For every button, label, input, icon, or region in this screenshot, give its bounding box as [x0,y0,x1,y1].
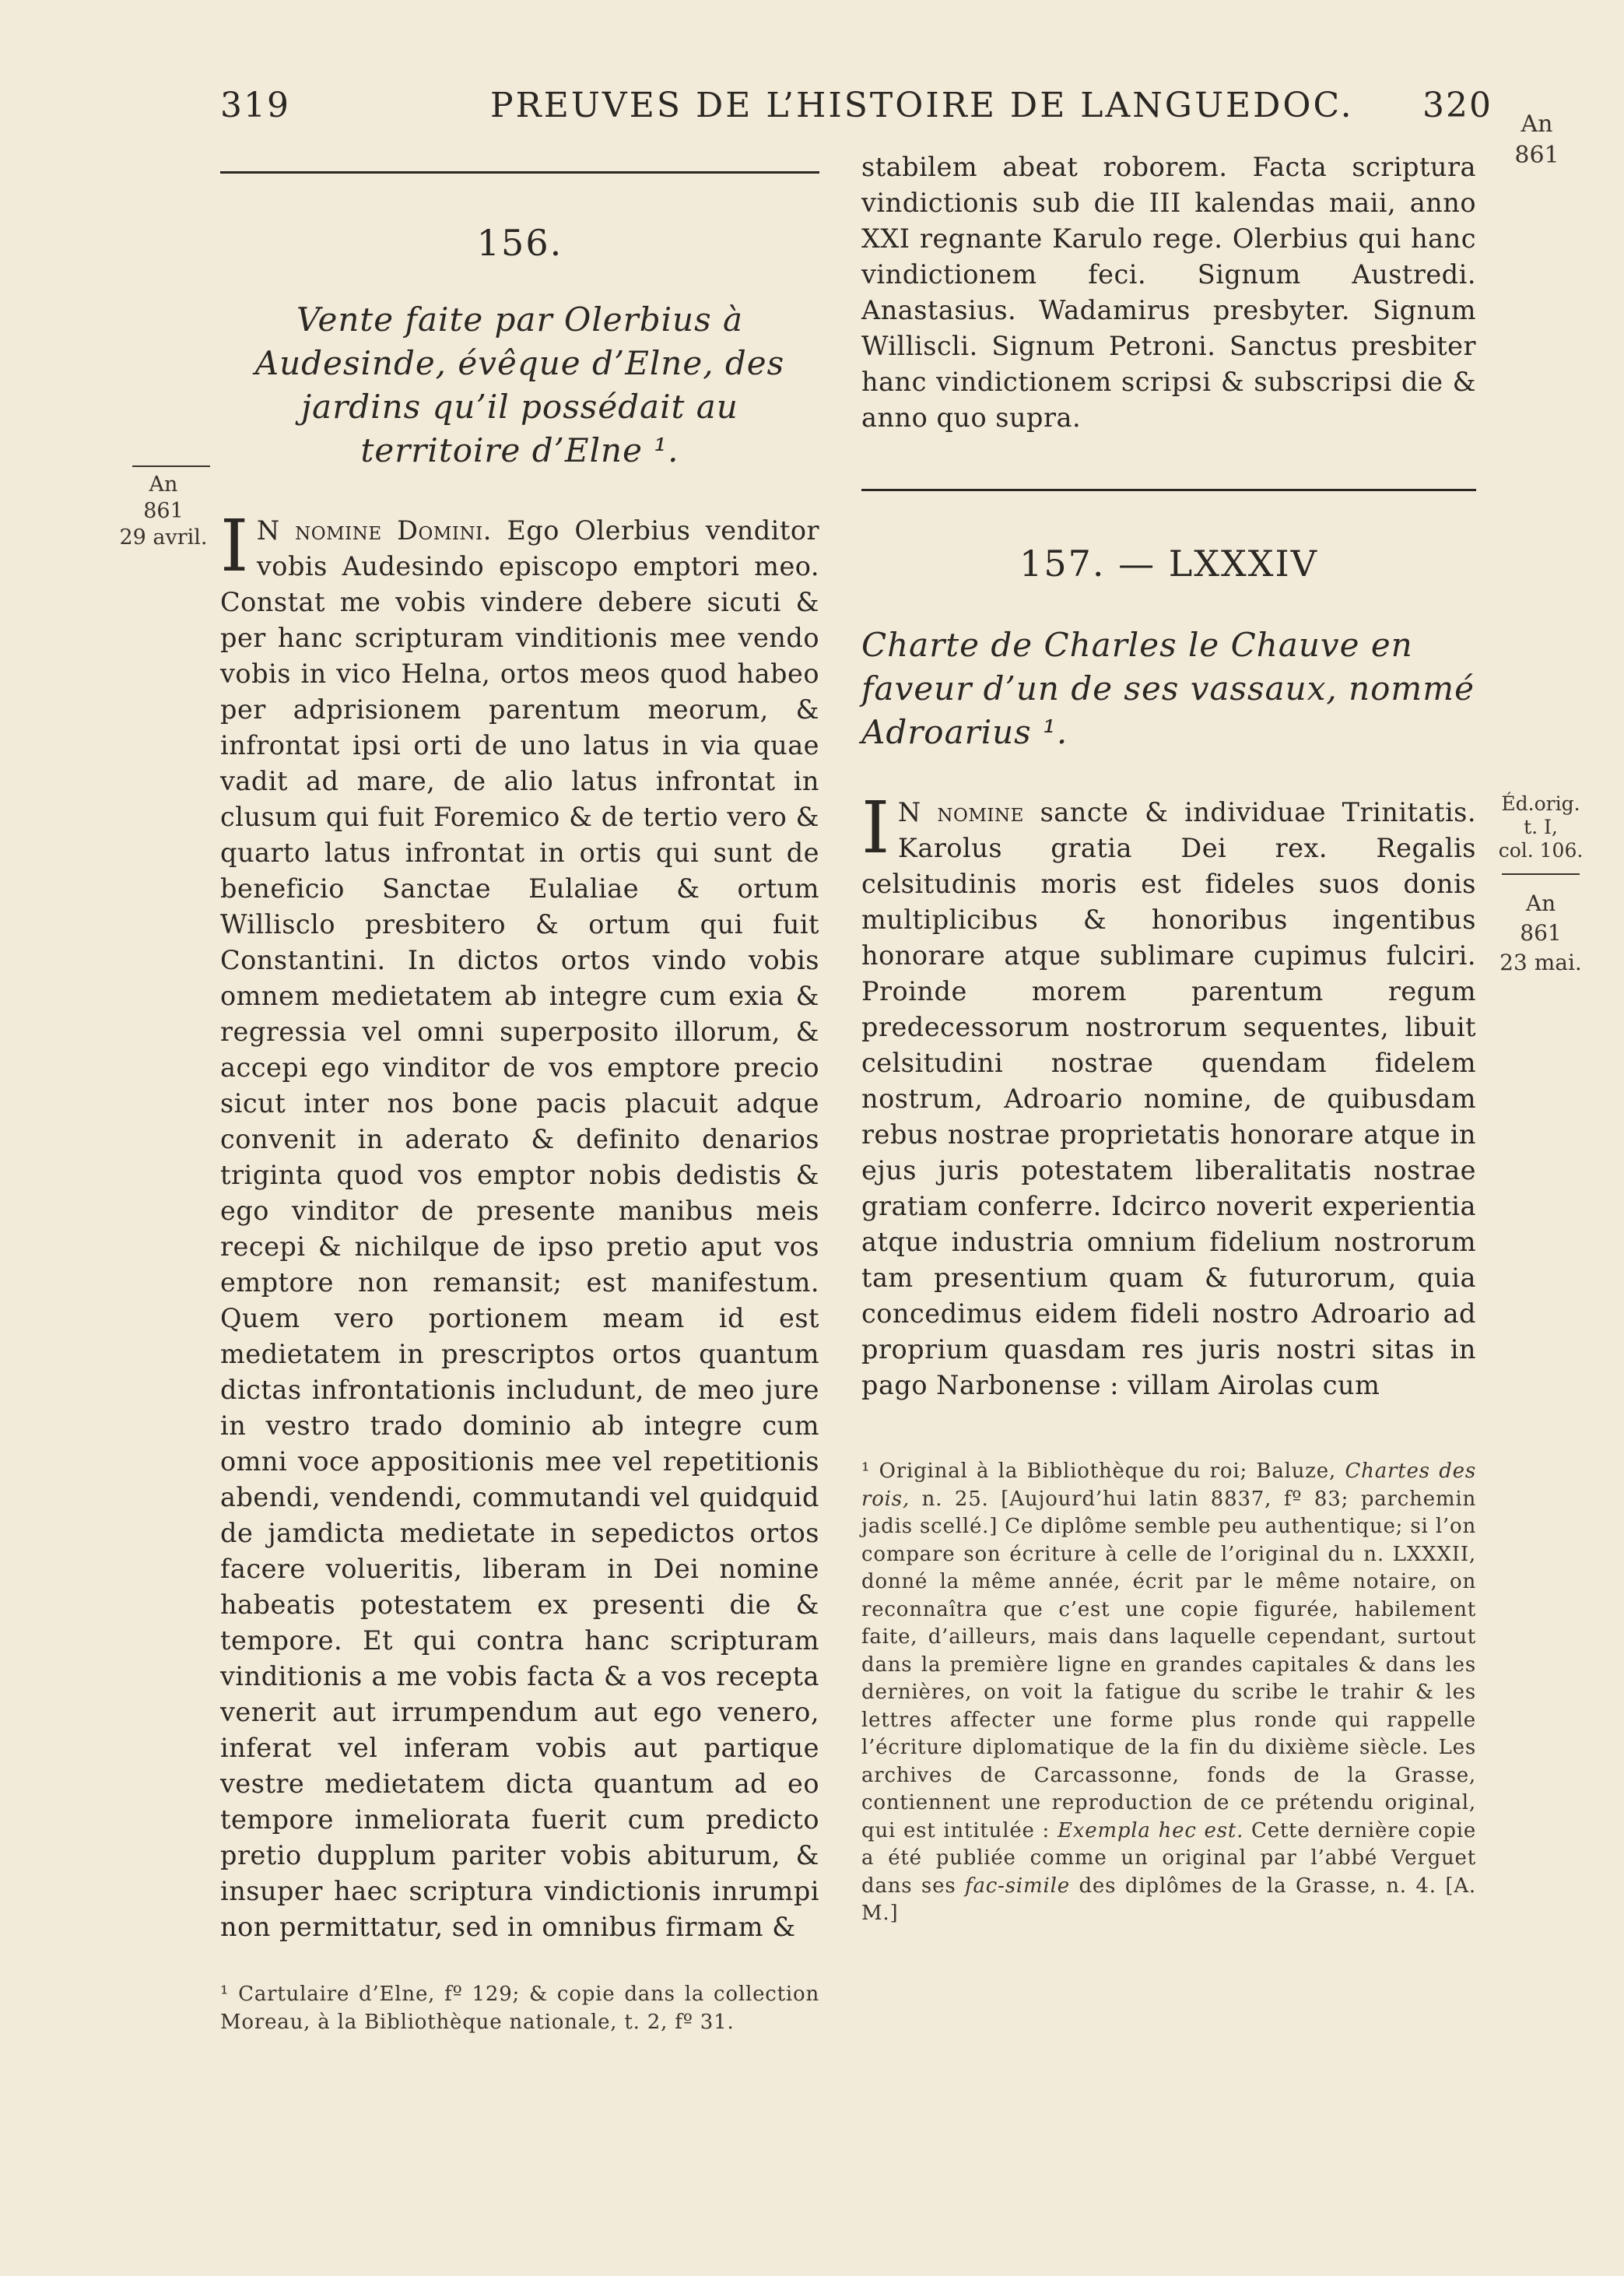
margin-note-an: An [1521,111,1553,138]
document-body [220,504,819,1945]
margin-note-year: 861 [1514,142,1559,169]
margin-note-rule [1502,873,1580,875]
margin-note-top-right [1510,109,1564,171]
footnote-citation: Chartes des rois, [861,1459,1476,1511]
margin-note-left [117,465,210,551]
running-title: PREUVES DE L’HISTOIRE DE LANGUEDOC. [490,86,1354,125]
footnote-part: n. 25. [Aujourd’hui latin 8837, fº 83; parchemin jadis scellé.] Ce diplôme semble peu authentique; si l’on compare son écriture à celle de l’original du n. LXXXII, donné la même année, écrit par le même notaire, on reconnaîtra que c’est une copie figurée, habilement faite, d’ailleurs, mais dans laquelle cependant, surtout dans la première ligne en grandes capitales & dans les dernières, on voit la fatigue du scribe le trahir & les lettres affecter une forme plus ronde qui rappelle l’écriture diplomatique de la fin du dixième siècle. Les archives de Carcassonne, fonds de la Grasse, contiennent une reproduction de ce prétendu original, qui est intitulée : [861,1487,1476,1842]
body-text: Ego Olerbius venditor vobis Audesindo episcopo emptori meo. Constat me vobis vindere debere sicuti & per hanc scripturam vinditionis mee vendo vobis in vico Helna, ortos meos quod habeo per adprisionem parentum meorum, & infrontat ipsi orti de uno latus in via quae vadit ad mare, de alio latus infrontat in clusum qui fuit Foremico & de tertio vero & quarto latus infrontat in ortis qui sunt de beneficio Sanctae Eulaliae & ortum Willisclo presbitero & ortum qui fuit Constantini. In dictos ortos vindo vobis omnem medietatem ab integre cum exia & regressia vel omni superposito illorum, & accepi ego vinditor de vos emptore precio sicut inter nos bone pacis placuit adque convenit in aderato & definito denarios triginta quod vos emptor nobis dedistis & ego vinditor de presente manibus meis recepi & nichilque de ipso pretio aput vos emptore non remansit; est manifestum. Quem vero portionem meam id est medietatem in prescriptos ortos quantum dictas infrontationis includunt, de meo jure in vestro trado dominio ab integre cum omni voce appositionis mee vel repetitionis abendi, vendendi, commutandi vel quidquid de jamdicta medietate in sepedictos ortos facere volueritis, liberam in Dei nomine habeatis potestatem ex presenti die & tempore. Et qui contra hanc scripturam vinditionis a me vobis facta & a vos recepta venerit aut irrumpendum aut ego venero, inferat vel inferam vobis aut partique vestre medietatem dicta quantum ad eo tempore inmeliorata fuerit cum predicto pretio dupplum pariter vobis abiturum, & insuper haec scriptura vindictionis inrumpi non permittatur, sed in omnibus firmam & [220,515,819,1942]
section-rule [220,171,819,174]
right-column [861,149,1476,1928]
document-title: Charte de Charles le Chauve en faveur d’un de ses vassaux, nommé Adroarius ¹. [861,626,1475,751]
footnote-part: Cette dernière copie a été publiée comme un original par l’abbé Verguet dans ses [861,1818,1477,1898]
section-rule [861,489,1476,491]
footnote [861,1458,1476,1928]
margin-note-date: 23 mai. [1499,950,1582,975]
document-number: 157. — LXXXIV [1019,543,1318,585]
document-number: 156. [476,222,563,264]
margin-note-edition: Éd.orig. [1501,792,1580,815]
drop-cap: I [220,504,249,588]
footnote-citation: fac-simile [965,1874,1070,1898]
document-title: Vente faite par Olerbius à Audesinde, évêque d’Elne, des jardins qu’il possédait au territoire d’Elne ¹. [254,300,785,469]
margin-note-year: 861 [1520,920,1562,946]
margin-note-right [1486,792,1595,978]
page-number-right: 320 [1422,86,1492,125]
margin-note-year: 861 [143,499,184,523]
footnote: ¹ Cartulaire d’Elne, fº 129; & copie dans la collection Moreau, à la Bibliothèque nationale, t. 2, fº 31. [220,1983,819,2034]
body-text: sancte & individuae Trinitatis. Karolus gratia Dei rex. Regalis celsitudinis moris est fideles suos donis multiplicibus & honoribus ingentibus honorare atque sublimare cupimus fulciri. Proinde morem parentum regum predecessorum nostrorum sequentes, libuit celsitudini nostrae quendam fidelem nostrum, Adroario nomine, de quibusdam rebus nostrae proprietatis honorare atque in ejus juris potestatem liberalitatis nostrae gratiam conferre. Idcirco noverit experientia atque industria omnium fidelium nostrorum tam presentium quam & futurorum, quia concedimus eidem fideli nostro Adroario ad proprium quasdam res juris nostri sitas in pago Narbonense : villam Airolas cum [861,797,1476,1400]
margin-note-rule [132,465,210,467]
page-number-left: 319 [220,86,290,125]
document-body [861,786,1476,1403]
left-column [220,148,819,2036]
margin-note-column: col. 106. [1498,839,1584,862]
opening-words: N nomine [897,797,1024,827]
margin-note-an: An [149,472,178,497]
footnote-citation: Exempla hec est. [1057,1818,1244,1842]
footnote-part: des diplômes de la Grasse, n. 4. [A. M.] [861,1874,1476,1925]
margin-note-tome: t. I, [1524,816,1558,838]
continuation-text: stabilem abeat roborem. Facta scriptura vindictionis sub die III kalendas maii, anno XXI regnante Karulo rege. Olerbius qui hanc vindictionem feci. Signum Austredi. Anastasius. Wadamirus presbyter. Signum Williscli. Signum Petroni. Sanctus presbiter hanc vindictionem scripsi & subscripsi die & anno quo supra. [861,152,1476,433]
footnote-part: ¹ Original à la Bibliothèque du roi; Baluze, [861,1459,1345,1483]
margin-note-date: 29 avril. [119,525,208,550]
margin-note-an: An [1525,890,1556,916]
opening-words: N nomine Domini. [256,515,492,546]
drop-cap: I [861,786,890,869]
